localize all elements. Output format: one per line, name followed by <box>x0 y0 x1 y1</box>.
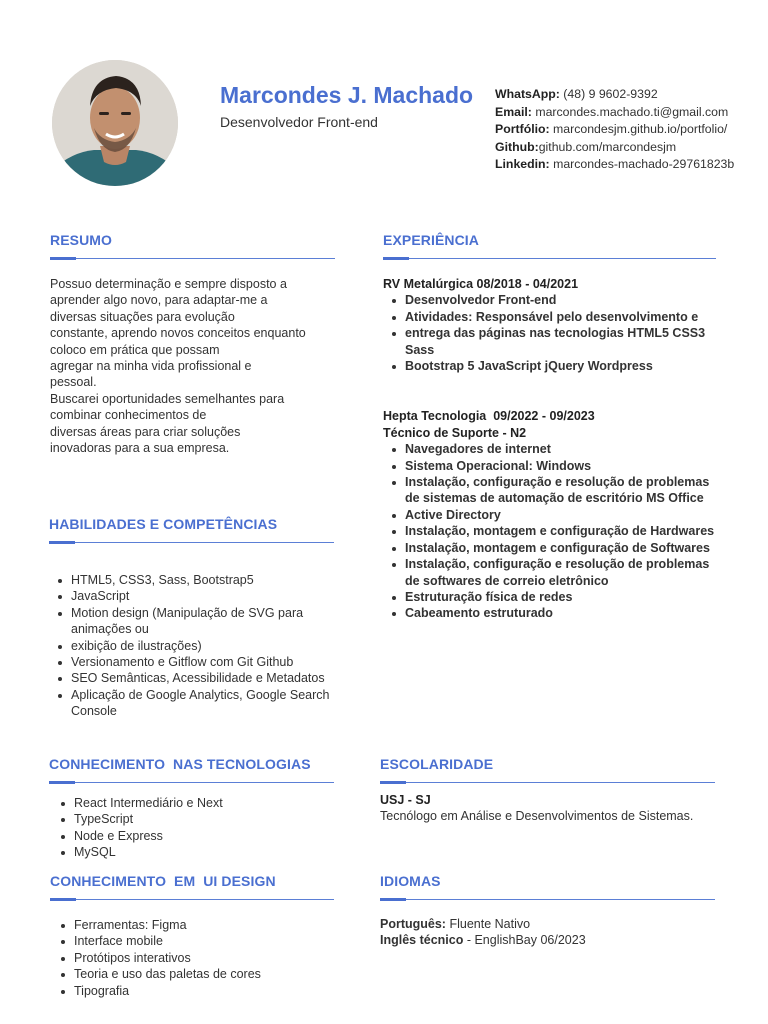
list-item: Sistema Operacional: Windows <box>405 458 716 474</box>
section-divider <box>49 782 334 783</box>
tecnologias-title: CONHECIMENTO NAS TECNOLOGIAS <box>49 756 311 772</box>
list-item: Instalação, configuração e resolução de problemas de sistemas de automação de escritório MS Office <box>405 474 716 507</box>
list-item: Tipografia <box>74 983 334 999</box>
list-item: Node e Express <box>74 828 334 844</box>
tecnologias-list <box>49 795 334 861</box>
experiencia-title: EXPERIÊNCIA <box>383 232 480 248</box>
job-subheader: Técnico de Suporte - N2 <box>383 425 527 440</box>
contact-linkedin[interactable]: Linkedin: marcondes-machado-29761823b <box>495 157 735 171</box>
uidesign-list <box>50 917 334 999</box>
profile-photo <box>52 60 178 186</box>
list-item: Bootstrap 5 JavaScript jQuery Wordpress <box>405 358 716 374</box>
list-item: JavaScript <box>71 588 334 604</box>
list-item: exibição de ilustrações) <box>71 638 334 654</box>
escolaridade-title: ESCOLARIDADE <box>380 756 494 772</box>
resumo-title: RESUMO <box>50 232 113 248</box>
job-header: Hepta Tecnologia 09/2022 - 09/2023 <box>383 409 595 424</box>
list-item: Instalação, montagem e configuração de Hardwares <box>405 524 715 539</box>
job-header: RV Metalúrgica 08/2018 - 04/2021 <box>383 277 579 291</box>
contact-portfolio[interactable]: Portfólio: marcondesjm.github.io/portfolio/ <box>495 122 728 136</box>
list-item: Instalação, configuração e resolução de problemas de softwares de correio eletrônico <box>405 556 716 589</box>
habilidades-title: HABILIDADES E COMPETÊNCIAS <box>49 516 278 532</box>
contact-whatsapp: WhatsApp: (48) 9 9602-9392 <box>495 87 658 101</box>
list-item: Navegadores de internet <box>405 441 716 457</box>
section-divider <box>380 782 715 783</box>
list-item: Atividades: Responsável pelo desenvolvimento e <box>405 309 716 325</box>
list-item: entrega das páginas nas tecnologias HTML5 CSS3 Sass <box>405 325 716 358</box>
candidate-role: Desenvolvedor Front-end <box>220 114 378 130</box>
section-divider <box>49 542 334 543</box>
section-divider <box>383 258 716 259</box>
list-item: Instalação, montagem e configuração de Softwares <box>405 540 716 556</box>
job-items <box>383 441 716 621</box>
habilidades-list <box>49 572 334 720</box>
list-item: Cabeamento estruturado <box>405 605 716 621</box>
resumo-text: Possuo determinação e sempre disposto a aprender algo novo, para adaptar-me a diversas situações para evolução constante, aprendo novos conceitos enquanto coloco em prática que possam agregar na minha vida profissional e pessoal. Buscarei oportunidades semelhantes para combinar conhecimentos de diversas áreas para criar soluções inovadoras para a sua empresa. <box>50 277 306 456</box>
experiencia-section <box>383 232 716 622</box>
list-item: Estruturação física de redes <box>405 589 716 605</box>
list-item: Ferramentas: Figma <box>74 917 334 933</box>
list-item: Desenvolvedor Front-end <box>405 292 716 308</box>
candidate-name: Marcondes J. Machado <box>220 82 474 108</box>
school-name: USJ - SJ <box>380 793 431 807</box>
idiomas-section <box>380 873 715 949</box>
uidesign-title: CONHECIMENTO EM UI DESIGN <box>50 873 276 889</box>
habilidades-section <box>49 516 334 720</box>
course-name: Tecnólogo em Análise e Desenvolvimentos de Sistemas. <box>380 809 694 824</box>
list-item: React Intermediário e Next <box>74 795 334 811</box>
contact-email[interactable]: Email: marcondes.machado.ti@gmail.com <box>495 104 729 119</box>
list-item: Interface mobile <box>74 933 334 949</box>
list-item: SEO Semânticas, Acessibilidade e Metadatos <box>71 670 334 686</box>
tecnologias-section <box>49 756 334 861</box>
list-item: Protótipos interativos <box>74 950 334 966</box>
job-entry <box>383 408 716 621</box>
list-item: TypeScript <box>74 811 334 827</box>
list-item: Aplicação de Google Analytics, Google Search Console <box>71 687 334 720</box>
list-item: Versionamento e Gitflow com Git Github <box>71 654 334 670</box>
language-item: Português: Fluente Nativo <box>380 917 531 931</box>
section-divider <box>50 258 335 259</box>
list-item: HTML5, CSS3, Sass, Bootstrap5 <box>71 572 334 588</box>
language-item: Inglês técnico - EnglishBay 06/2023 <box>380 933 586 948</box>
list-item: Active Directory <box>405 507 716 523</box>
resumo-section <box>50 232 335 456</box>
contact-github[interactable]: Github:github.com/marcondesjm <box>495 139 677 154</box>
section-divider <box>380 899 715 900</box>
escolaridade-section <box>380 756 715 825</box>
idiomas-title: IDIOMAS <box>380 873 441 889</box>
uidesign-section <box>50 873 334 999</box>
list-item: Motion design (Manipulação de SVG para animações ou <box>71 605 334 638</box>
list-item: Teoria e uso das paletas de cores <box>74 966 334 982</box>
job-items <box>383 292 716 374</box>
job-entry <box>383 276 716 374</box>
contact-list <box>495 86 760 174</box>
list-item: MySQL <box>74 844 334 860</box>
section-divider <box>50 899 334 900</box>
